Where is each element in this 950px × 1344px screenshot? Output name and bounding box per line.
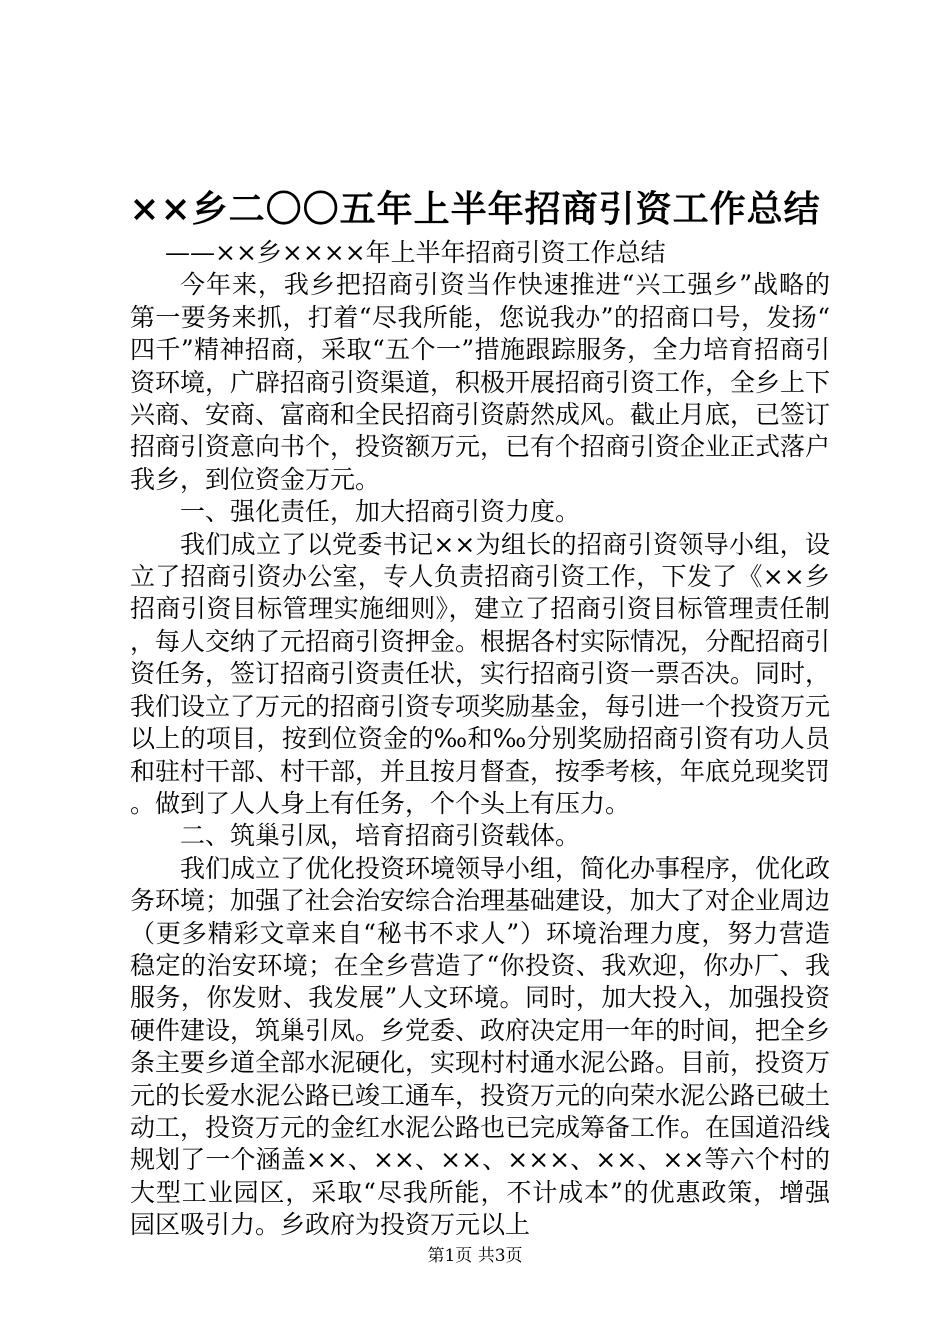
section-heading-1: 一、强化责任，加大招商引资力度。 <box>180 497 581 527</box>
document-title: ××乡二〇〇五年上半年招商引资工作总结 <box>129 188 821 230</box>
document-body <box>130 237 830 1242</box>
paragraph-section-1: 我们成立了以党委书记××为组长的招商引资领导小组，设立了招商引资办公室，专人负责招商引资工作，下发了《××乡招商引资目标管理实施细则》，建立了招商引资目标管理责任制，每人交纳了元招商引资押金。根据各村实际情况，分配招商引资任务，签订招商引资责任状，实行招商引资一票否决。同时，我们设立了万元的招商引资专项奖励基金，每引进一个投资万元以上的项目，按到位资金的‰和‰分别奖励招商引资有功人员和驻村干部、村干部，并且按月督查，按季考核，年底兑现奖罚。做到了人人身上有任务，个个头上有压力。 <box>130 529 831 818</box>
section-heading-2: 二、筑巢引凤，培育招商引资载体。 <box>180 821 581 851</box>
paragraph-section-2: 我们成立了优化投资环境领导小组，简化办事程序，优化政务环境；加强了社会治安综合治理基础建设，加大了对企业周边（更多精彩文章来自“秘书不求人”）环境治理力度，努力营造稳定的治安环境；在全乡营造了“你投资、我欢迎，你办厂、我服务，你发财、我发展”人文环境。同时，加大投入，加强投资硬件建设，筑巢引凤。乡党委、政府决定用一年的时间，把全乡条主要乡道全部水泥硬化，实现村村通水泥公路。目前，投资万元的长爱水泥公路已竣工通车，投资万元的向荣水泥公路已破土动工，投资万元的金红水泥公路也已完成筹备工作。在国道沿线规划了一个涵盖××、××、××、×××、××、××等六个村的大型工业园区，采取“尽我所能，不计成本”的优惠政策，增强园区吸引力。乡政府为投资万元以上 <box>130 853 831 1240</box>
document-subtitle: ——××乡××××年上半年招商引资工作总结 <box>165 238 666 267</box>
paragraph-intro: 今年来，我乡把招商引资当作快速推进“兴工强乡”战略的第一要务来抓，打着“尽我所能，您说我办”的招商口号，发扬“四千”精神招商，采取“五个一”措施跟踪服务，全力培育招商引资环境，广辟招商引资渠道，积极开展招商引资工作，全乡上下兴商、安商、富商和全民招商引资蔚然成风。截止月底，已签订招商引资意向书个，投资额万元，已有个招商引资企业正式落户我乡，到位资金万元。 <box>130 270 831 494</box>
page-footer: 第1页 共3页 <box>427 1246 523 1266</box>
